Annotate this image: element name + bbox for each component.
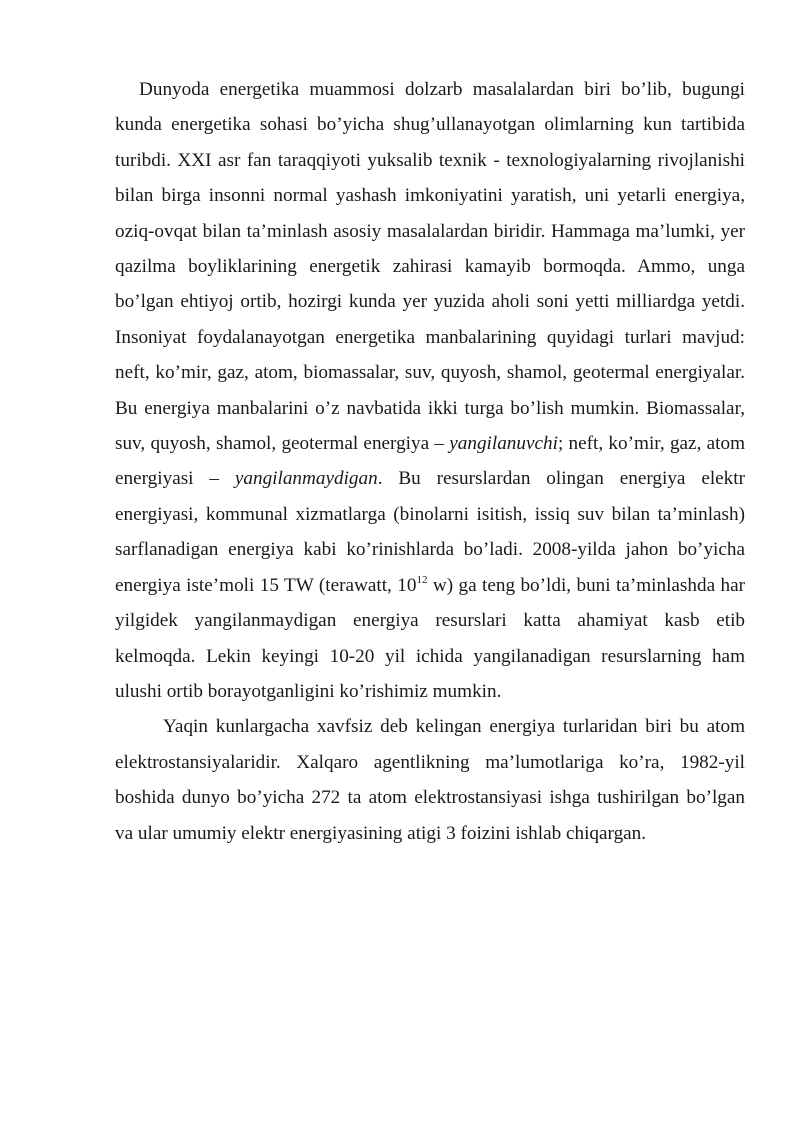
paragraph-1-text-c: . Bu resurslardan olingan energiya elektr energiyasi, kommunal xizmatlarga (binolarni isitish, issiq suv bilan ta’minlash) sarflanadigan energiya kabi ko’rinishlarda bo’ladi. 2008-yilda jahon bo’yicha energiya iste’moli 15 TW (terawatt, 10 [115, 468, 745, 596]
paragraph-1-superscript: 12 [416, 573, 428, 586]
paragraph-1-text-b: ; neft, ko’mir, gaz, atom energiyasi – [115, 433, 746, 490]
paragraph-1-text-d: w) ga teng bo’ldi, buni ta’minlashda har yilgidek yangilanmaydigan energiya resurslari katta ahamiyat kasb etib kelmoqda. Lekin keyingi 10-20 yil ichida yangilanadigan resurslarning ham ulushi ortib borayotganligini ko’rishimiz mumkin. [115, 574, 745, 702]
paragraph-1-text-a: Dunyoda energetika muammosi dolzarb masalalardan biri bo’lib, bugungi kunda energetika sohasi bo’yicha shug’ullanayotgan olimlarning kun tartibida turibdi. XXI asr fan taraqqiyoti yuksalib texnik - texnologiyalarning rivojlanishi bilan birga insonni normal yashash imkoniyatini yaratish, uni yetarli energiya, oziq-ovqat bilan ta’minlash asosiy masalalardan biridir. Hammaga ma’lumki, yer qazilma boyliklarining energetik zahirasi kamayib bormoqda. Ammo, unga bo’lgan ehtiyoj ortib, hozirgi kunda yer yuzida aholi soni yetti milliardga yetdi. Insoniyat foydalanayotgan energetika manbalarining quyidagi turlari mavjud: neft, ko’mir, gaz, atom, biomassalar, suv, quyosh, shamol, geotermal energiyalar. Bu energiya manbalarini o’z navbatida ikki turga bo’lish mumkin. Biomassalar, suv, quyosh, shamol, geotermal energiya – [115, 79, 745, 455]
paragraph-2: Yaqin kunlargacha xavfsiz deb kelingan energiya turlaridan biri bu atom elektrostansiyalaridir. Xalqaro agentlikning ma’lumotlariga ko’ra, 1982-yil boshida dunyo bo’yicha 272 ta atom elektrostansiyasi ishga tushirilgan bo’lgan va ular umumiy elektr energiyasining atigi 3 foizini ishlab chiqargan. [115, 716, 745, 844]
document-page [115, 72, 745, 851]
paragraph-1 [115, 72, 745, 709]
paragraph-1-italic-nonrenewable: yangilanmaydigan [234, 468, 378, 490]
paragraph-1-italic-renewable: yangilanuvchi [449, 433, 558, 455]
